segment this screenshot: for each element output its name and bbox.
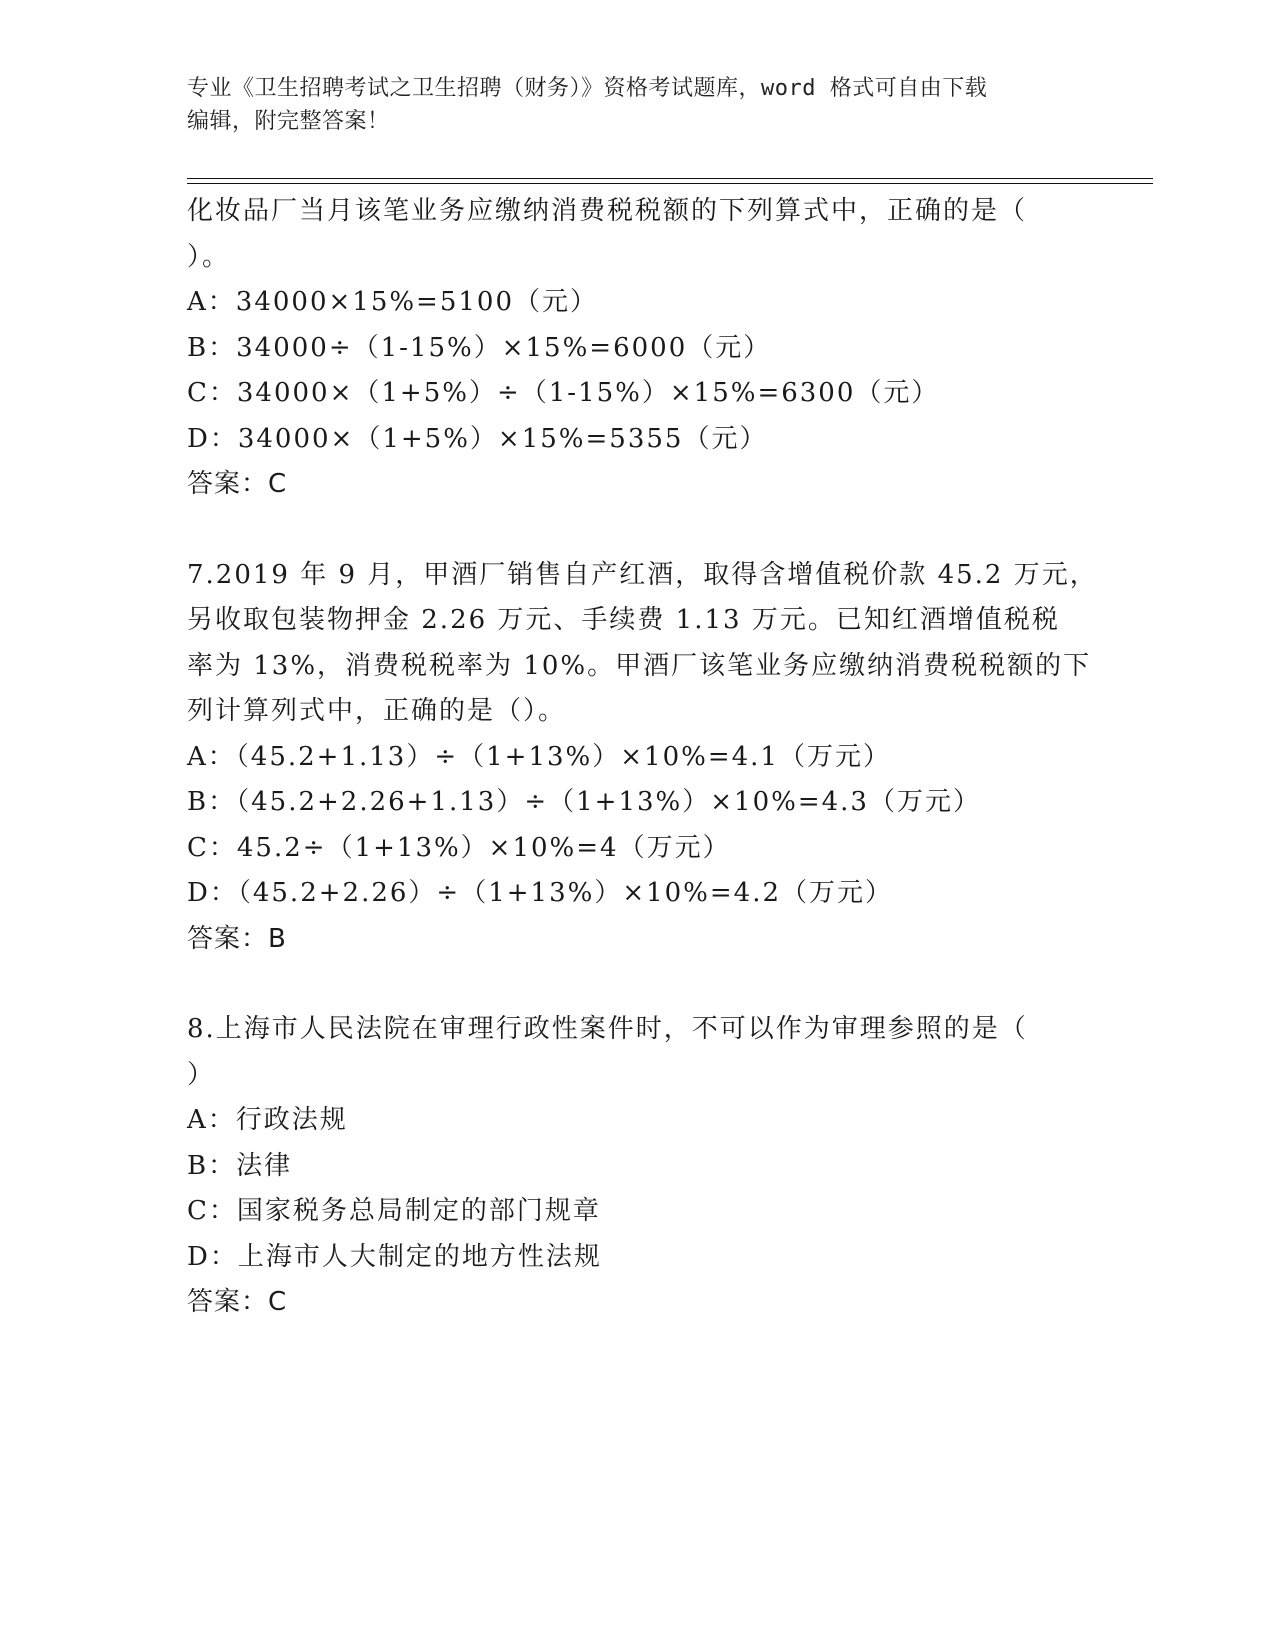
answer-line: 答案：C [187, 469, 288, 499]
question-stem-line: 8.上海市人民法院在审理行政性案件时，不可以作为审理参照的是（ [187, 1014, 1028, 1044]
question-list [187, 189, 1117, 1326]
question-stem-line: 率为 13%，消费税税率为 10%。甲酒厂该笔业务应缴纳消费税税额的下 [187, 650, 1092, 681]
option-c: C：国家税务总局制定的部门规章 [187, 1196, 601, 1226]
question-stem-line: 7.2019 年 9 月，甲酒厂销售自产红酒，取得含增值税价款 45.2 万元， [187, 559, 1098, 590]
question-stem-line: ） [187, 1059, 216, 1090]
question-stem-line: 化妆品厂当月该笔业务应缴纳消费税税额的下列算式中，正确的是（ [187, 196, 1028, 226]
option-a: A：（45.2+1.13）÷（1+13%）×10%=4.1（万元） [187, 741, 891, 772]
question-stem-line: 另收取包装物押金 2.26 万元、手续费 1.13 万元。已知红酒增值税税 [187, 605, 1060, 635]
option-d: D：34000×（1+5%）×15%=5355（元） [187, 423, 768, 454]
header-line-1: 专业《卫生招聘考试之卫生招聘（财务）》资格考试题库，word 格式可自由下载 [187, 76, 988, 101]
question-spacer [187, 962, 1117, 1007]
question-8 [187, 1007, 1117, 1326]
header-divider-bottom [187, 183, 1153, 184]
header-line-2: 编辑，附完整答案！ [187, 109, 390, 134]
option-d: D：（45.2+2.26）÷（1+13%）×10%=4.2（万元） [187, 878, 894, 908]
question-stem-line: 列计算列式中，正确的是（）。 [187, 696, 567, 726]
header-divider-top [187, 178, 1153, 179]
question-spacer [187, 508, 1117, 553]
option-b: B：（45.2+2.26+1.13）÷（1+13%）×10%=4.3（万元） [187, 787, 981, 817]
document-header [187, 72, 1087, 138]
option-d: D：上海市人大制定的地方性法规 [187, 1241, 602, 1272]
answer-line: 答案：B [187, 923, 287, 954]
answer-line: 答案：C [187, 1287, 288, 1317]
question-stem-line: ）。 [187, 241, 231, 272]
option-a: A：行政法规 [187, 1105, 348, 1135]
question-7 [187, 553, 1117, 963]
option-a: A：34000×15%=5100（元） [187, 287, 599, 317]
option-b: B：法律 [187, 1150, 293, 1181]
option-c: C：34000×（1+5%）÷（1-15%）×15%=6300（元） [187, 378, 940, 408]
question-6 [187, 189, 1117, 508]
option-c: C：45.2÷（1+13%）×10%=4（万元） [187, 832, 731, 863]
option-b: B：34000÷（1-15%）×15%=6000（元） [187, 332, 772, 363]
